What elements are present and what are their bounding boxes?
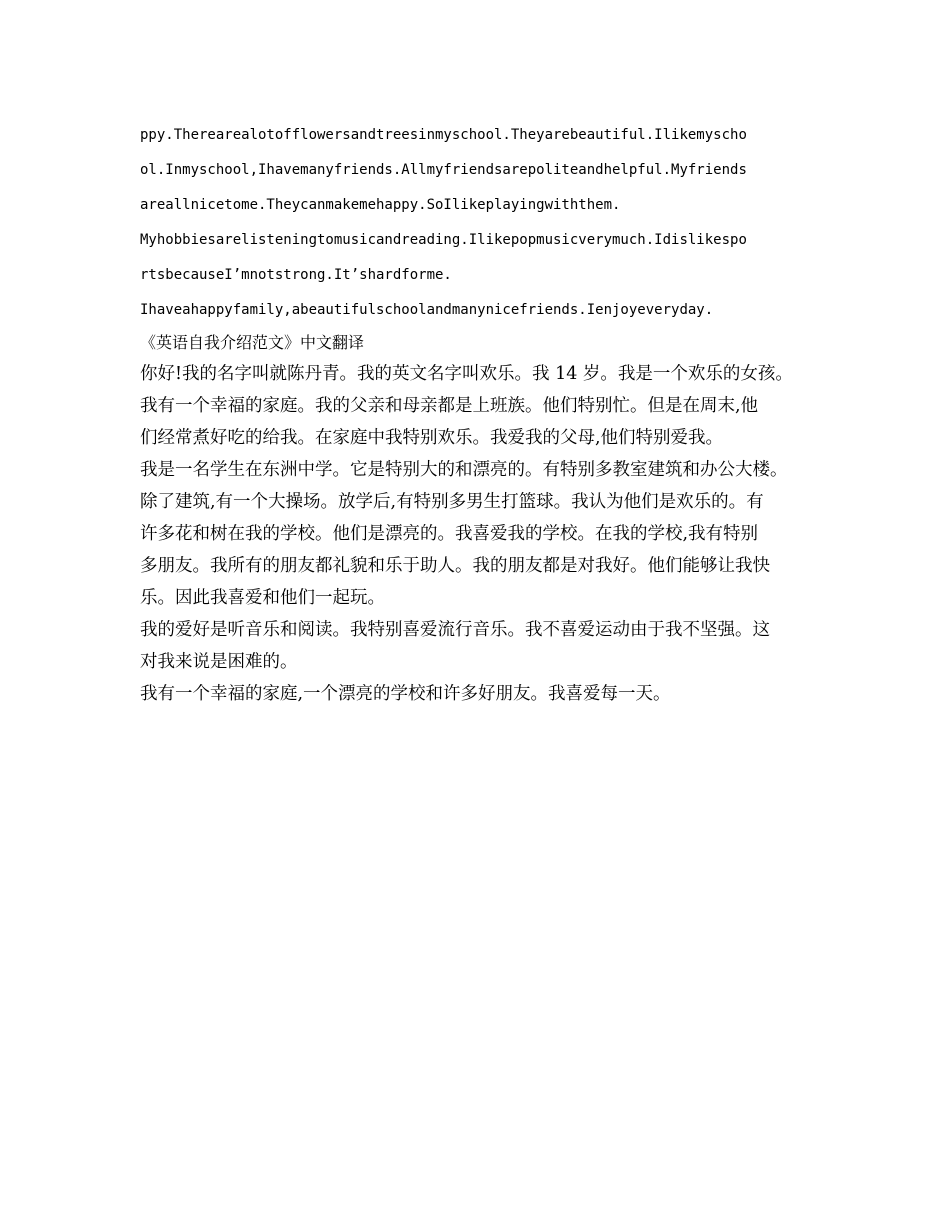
document-body [140,118,830,710]
chinese-line: 你好!我的名字叫就陈丹青。我的英文名字叫欢乐。我 14 岁。我是一个欢乐的女孩。 [140,364,793,384]
chinese-line: 我有一个幸福的家庭,一个漂亮的学校和许多好朋友。我喜爱每一天。 [140,684,671,704]
chinese-line: 除了建筑,有一个大操场。放学后,有特别多男生打篮球。我认为他们是欢乐的。有 [140,492,764,512]
chinese-line: 对我来说是困难的。 [140,652,298,672]
english-line: areallnicetome.Theycanmakemehappy.SoIlikeplayingwiththem. [140,197,621,213]
chinese-line: 许多花和树在我的学校。他们是漂亮的。我喜爱我的学校。在我的学校,我有特别 [140,524,759,544]
english-line: Myhobbiesarelisteningtomusicandreading.Ilikepopmusicverymuch.Idislikespo [140,232,747,248]
english-line: rtsbecauseI’mnotstrong.It’shardforme. [140,267,452,283]
english-line: Ihaveahappyfamily,abeautifulschoolandmanynicefriends.Ienjoyeveryday. [140,302,714,318]
english-line: ol.Inmyschool,Ihavemanyfriends.Allmyfriendsarepoliteandhelpful.Myfriends [140,162,747,178]
chinese-line: 我有一个幸福的家庭。我的父亲和母亲都是上班族。他们特别忙。但是在周末,他 [140,396,759,416]
chinese-line: 们经常煮好吃的给我。在家庭中我特别欢乐。我爱我的父母,他们特别爱我。 [140,428,724,448]
chinese-line: 多朋友。我所有的朋友都礼貌和乐于助人。我的朋友都是对我好。他们能够让我快 [140,556,770,576]
translation-title: 《英语自我介绍范文》中文翻译 [140,333,365,352]
chinese-line: 我的爱好是听音乐和阅读。我特别喜爱流行音乐。我不喜爱运动由于我不坚强。这 [140,620,770,640]
chinese-line: 乐。因此我喜爱和他们一起玩。 [140,588,385,608]
chinese-line: 我是一名学生在东洲中学。它是特别大的和漂亮的。有特别多教室建筑和办公大楼。 [140,460,788,480]
english-line: ppy.Therearealotofflowersandtreesinmyschool.Theyarebeautiful.Ilikemyscho [140,127,747,143]
